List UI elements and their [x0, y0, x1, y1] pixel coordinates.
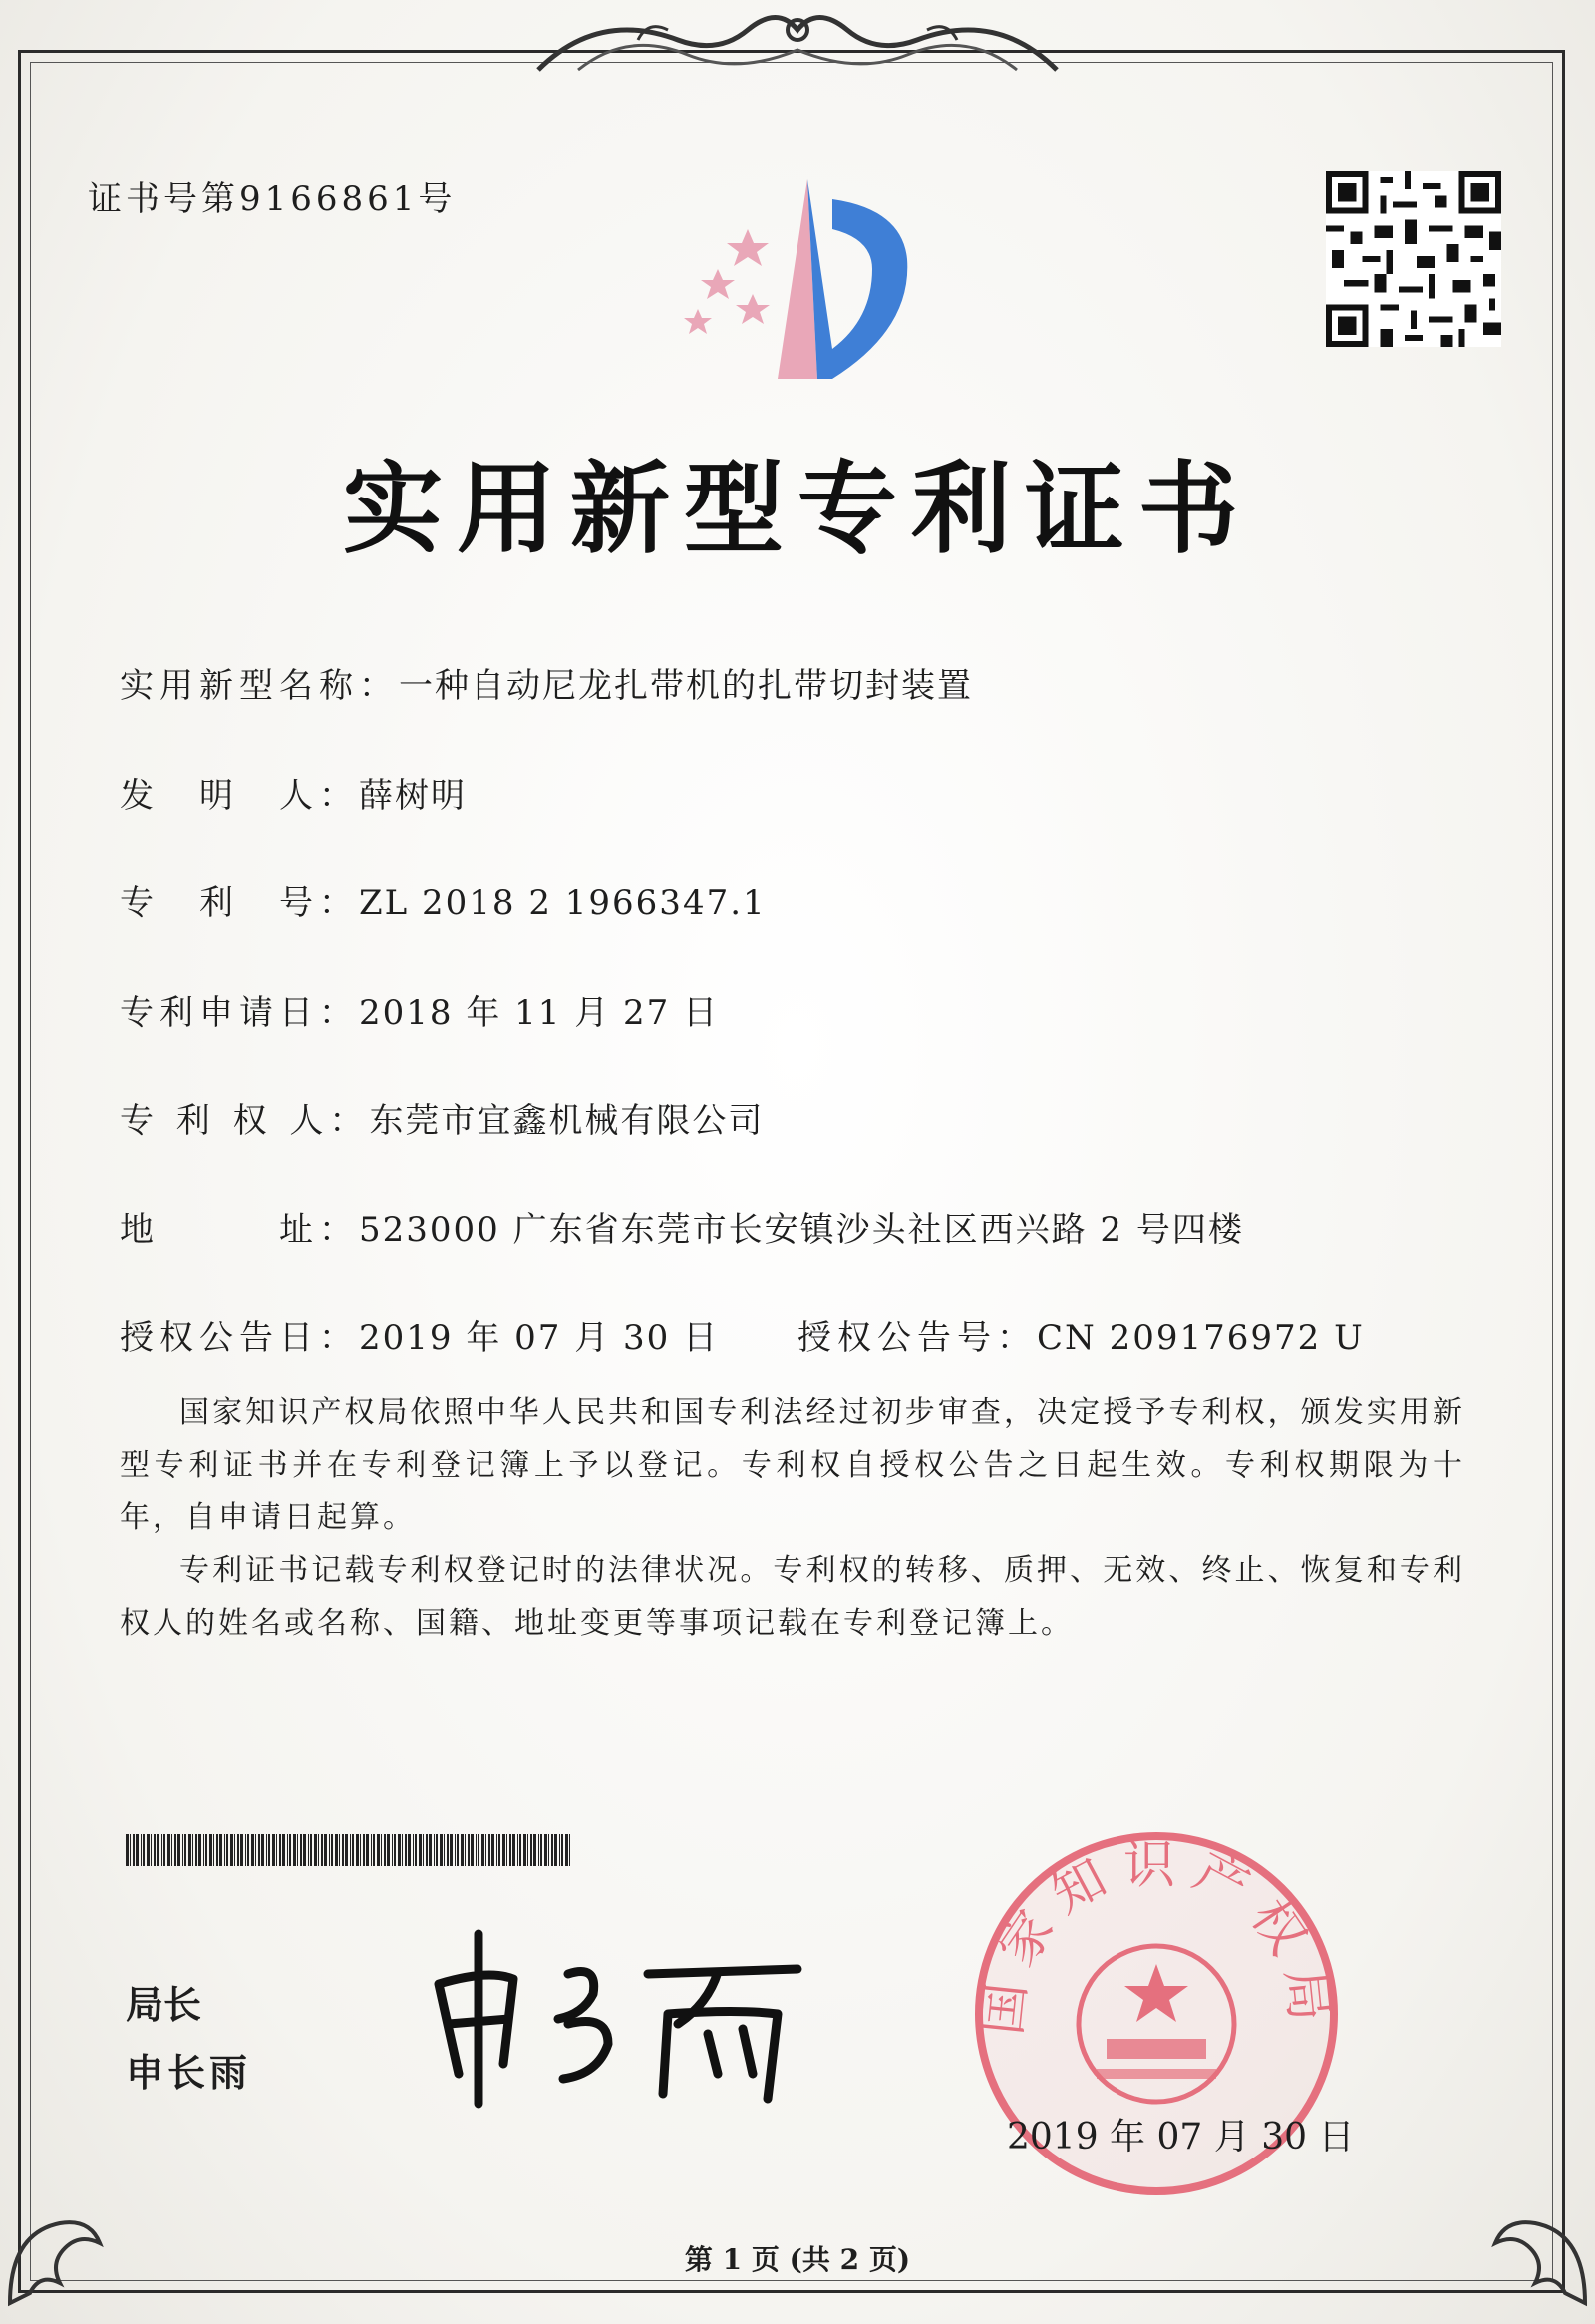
field-filing-date — [120, 985, 719, 1034]
certificate-number: 证书号第9166861号 — [88, 179, 457, 219]
field-name — [120, 658, 973, 707]
qr-code-icon — [1326, 171, 1501, 347]
field-value: 一种自动尼龙扎带机的扎带切封装置 — [399, 666, 973, 706]
field-label: 专 利 号： — [120, 883, 359, 923]
field-grant-number — [798, 1310, 1365, 1359]
field-value: 东莞市宜鑫机械有限公司 — [369, 1101, 765, 1141]
field-patent-number — [120, 875, 767, 924]
field-label: 专利申请日： — [120, 993, 359, 1033]
field-label: 专 利 权 人： — [120, 1101, 370, 1141]
field-label: 授权公告日： — [120, 1318, 359, 1358]
field-inventor — [120, 768, 467, 817]
cnipa-logo-icon — [658, 169, 937, 389]
handwritten-signature-icon — [419, 1914, 817, 2114]
top-ornament-icon — [518, 0, 1077, 90]
field-value: 2019 年 07 月 30 日 — [359, 1318, 720, 1358]
field-label: 实用新型名称： — [120, 666, 399, 706]
barcode-icon — [126, 1834, 574, 1866]
page-number: 第 1 页 (共 2 页) — [684, 2243, 911, 2276]
seal-ring-text: 国家知识产权局 — [972, 1835, 1341, 2038]
document-title: 实用新型专利证书 — [343, 450, 1252, 567]
field-value: 2018 年 11 月 27 日 — [359, 993, 720, 1033]
seal-date: 2019 年 07 月 30 日 — [1007, 2117, 1355, 2158]
field-label: 授权公告号： — [798, 1318, 1037, 1358]
field-value: 薛树明 — [359, 776, 467, 816]
field-label: 发 明 人： — [120, 776, 359, 816]
field-patentee — [120, 1093, 764, 1142]
field-value: CN 209176972 U — [1037, 1318, 1365, 1358]
certificate-statement — [120, 1386, 1465, 1650]
field-grant-date — [120, 1310, 719, 1359]
director-name: 申长雨 — [126, 2051, 252, 2095]
field-label: 地 址： — [120, 1210, 359, 1250]
field-address — [120, 1202, 1244, 1251]
director-title: 局长 — [126, 1983, 202, 2027]
field-value: ZL 2018 2 1966347.1 — [359, 883, 767, 923]
statement-paragraph: 国家知识产权局依照中华人民共和国专利法经过初步审查，决定授予专利权，颁发实用新型专利证书并在专利登记簿上予以登记。专利权自授权公告之日起生效。专利权期限为十年，自申请日起算。 — [120, 1395, 1465, 1535]
statement-paragraph: 专利证书记载专利权登记时的法律状况。专利权的转移、质押、无效、终止、恢复和专利权人的姓名或名称、国籍、地址变更等事项记载在专利登记簿上。 — [120, 1553, 1465, 1641]
field-value: 523000 广东省东莞市长安镇沙头社区西兴路 2 号四楼 — [359, 1210, 1244, 1250]
